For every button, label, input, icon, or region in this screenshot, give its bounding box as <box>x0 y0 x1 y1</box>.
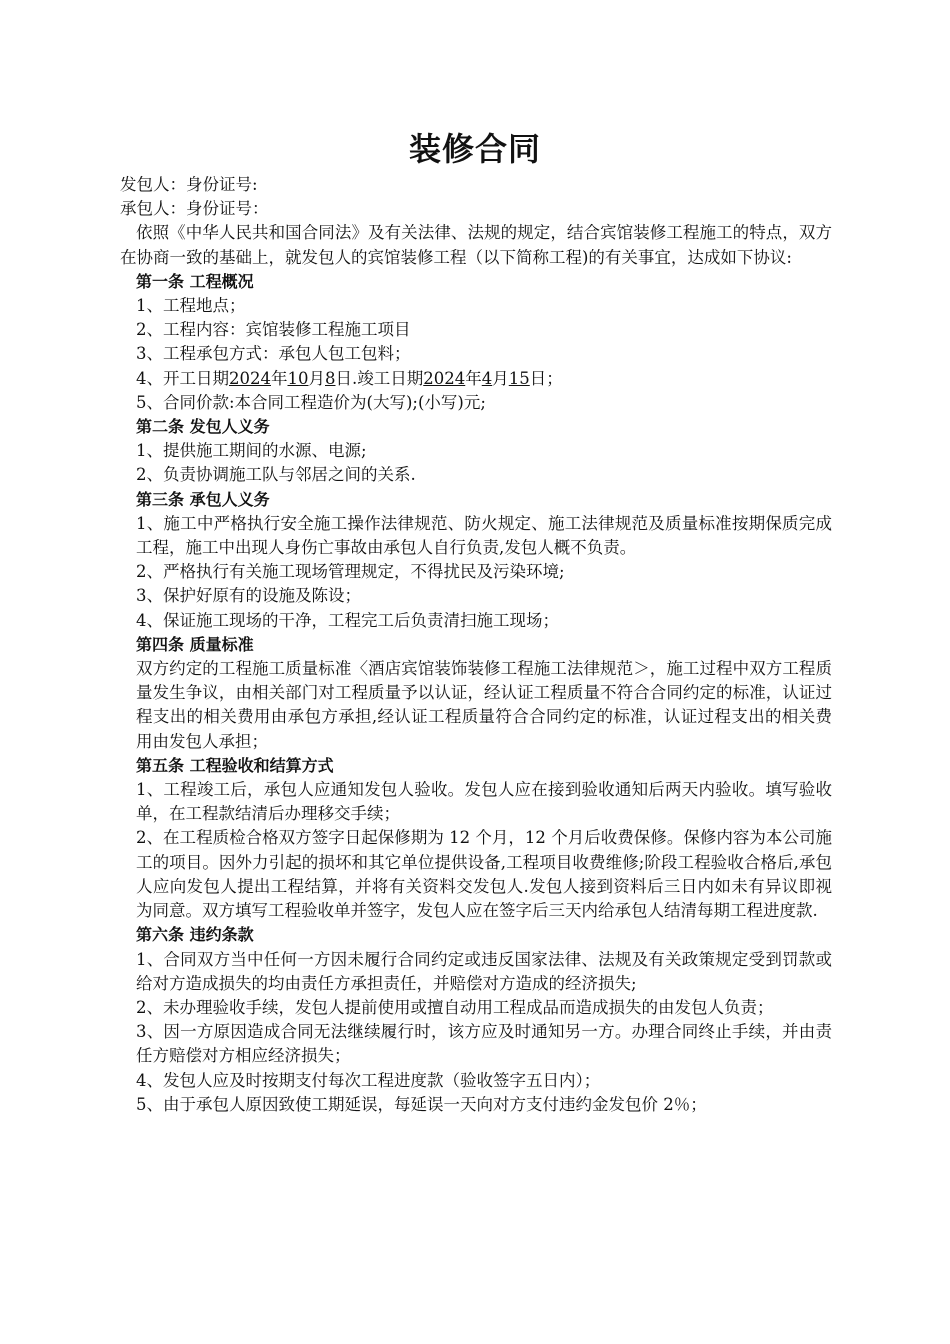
article-2-item-2: 2、负责协调施工队与邻居之间的关系. <box>136 465 416 485</box>
article-1-item-4-dates <box>120 367 832 391</box>
dates-mid: 日.竣工日期 <box>335 368 424 388</box>
party-b-line: 承包人：身份证号： <box>120 199 269 219</box>
article-3-item-4: 4、保证施工现场的干净，工程完工后负责清扫施工现场； <box>136 610 559 630</box>
article-5-item-1: 1、工程竣工后，承包人应通知发包人验收。发包人应在接到验收通知后两天内验收。填写验收单，在工程款结清后办理移交手续； <box>136 780 832 824</box>
start-month: 10 <box>287 368 309 388</box>
dates-suffix: 日； <box>529 368 563 388</box>
article-1-item-2: 2、工程内容：宾馆装修工程施工项目 <box>136 320 411 340</box>
article-5-heading: 第五条 工程验收和结算方式 <box>136 755 334 775</box>
end-year: 2024 <box>423 368 466 388</box>
start-year: 2024 <box>229 368 271 388</box>
start-day: 8 <box>325 368 336 388</box>
article-3-heading: 第三条 承包人义务 <box>136 489 270 509</box>
article-2-item-1: 1、提供施工期间的水源、电源; <box>136 441 367 461</box>
dates-prefix: 4、开工日期 <box>136 368 229 388</box>
article-1-heading: 第一条 工程概况 <box>136 271 254 291</box>
article-3-item-3: 3、保护好原有的设施及陈设； <box>136 586 361 606</box>
article-2-heading: 第二条 发包人义务 <box>136 417 270 437</box>
article-4-heading: 第四条 质量标准 <box>136 634 254 654</box>
article-5-item-2: 2、在工程质检合格双方签字日起保修期为 12 个月，12 个月后收费保修。保修内容为本公司施工的项目。因外力引起的损坏和其它单位提供设备,工程项目收费维修;阶段工程验收合格后,承包人应向发包人提出工程结算，并将有关资料交发包人.发包人接到资料后三日内如未有异议即视为同意。双方填写工程验收单并签字，发包人应在签字后三天内给承包人结清每期工程进度款. <box>136 828 832 921</box>
year-label: 年 <box>271 368 288 388</box>
article-6-heading: 第六条 违约条款 <box>136 925 254 945</box>
article-6-item-3: 3、因一方原因造成合同无法继续履行时，该方应及时通知另一方。办理合同终止手续，并由责任方赔偿对方相应经济损失； <box>136 1022 832 1066</box>
article-1-item-1: 1、工程地点； <box>136 296 246 316</box>
contract-body <box>120 173 832 1117</box>
month-label: 月 <box>308 368 325 388</box>
end-day: 15 <box>508 368 530 388</box>
article-4-text: 双方约定的工程施工质量标准〈酒店宾馆装饰装修工程施工法律规范＞，施工过程中双方工程质量发生争议，由相关部门对工程质量予以认证，经认证工程质量不符合合同约定的标准，认证过程支出的相关费用由承包方承担,经认证工程质量符合合同约定的标准，认证过程支出的相关费用由发包人承担； <box>136 659 832 751</box>
article-3-item-2: 2、严格执行有关施工现场管理规定，不得扰民及污染环境; <box>136 562 565 582</box>
end-month: 4 <box>481 368 493 388</box>
article-6-item-1: 1、合同双方当中任何一方因未履行合同约定或违反国家法律、法规及有关政策规定受到罚款或给对方造成损失的均由责任方承担责任，并赔偿对方造成的经济损失; <box>136 949 832 993</box>
party-a-line: 发包人：身份证号: <box>120 175 258 194</box>
article-6-item-4: 4、发包人应及时按期支付每次工程进度款（验收签字五日内）； <box>136 1070 601 1090</box>
article-1-item-3: 3、工程承包方式：承包人包工包料； <box>136 344 411 364</box>
article-6-item-5: 5、由于承包人原因致使工期延误，每延误一天向对方支付违约金发包价 2％； <box>136 1094 707 1114</box>
year-label-2: 年 <box>465 368 482 388</box>
article-3-item-1: 1、施工中严格执行安全施工操作法律规范、防火规定、施工法律规范及质量标准按期保质完成工程，施工中出现人身伤亡事故由承包人自行负责,发包人概不负责。 <box>136 513 832 558</box>
article-1-item-5: 5、合同价款:本合同工程造价为(大写);(小写)元; <box>136 392 486 412</box>
month-label-2: 月 <box>492 368 509 388</box>
document-title: 装修合同 <box>408 130 541 168</box>
article-6-item-2: 2、未办理验收手续，发包人提前使用或擅自动用工程成品而造成损失的由发包人负责； <box>136 997 774 1017</box>
preamble-paragraph: 依照《中华人民共和国合同法》及有关法律、法规的规定，结合宾馆装修工程施工的特点，双方在协商一致的基础上，就发包人的宾馆装修工程（以下简称工程)的有关事宜，达成如下协议: <box>120 223 832 267</box>
